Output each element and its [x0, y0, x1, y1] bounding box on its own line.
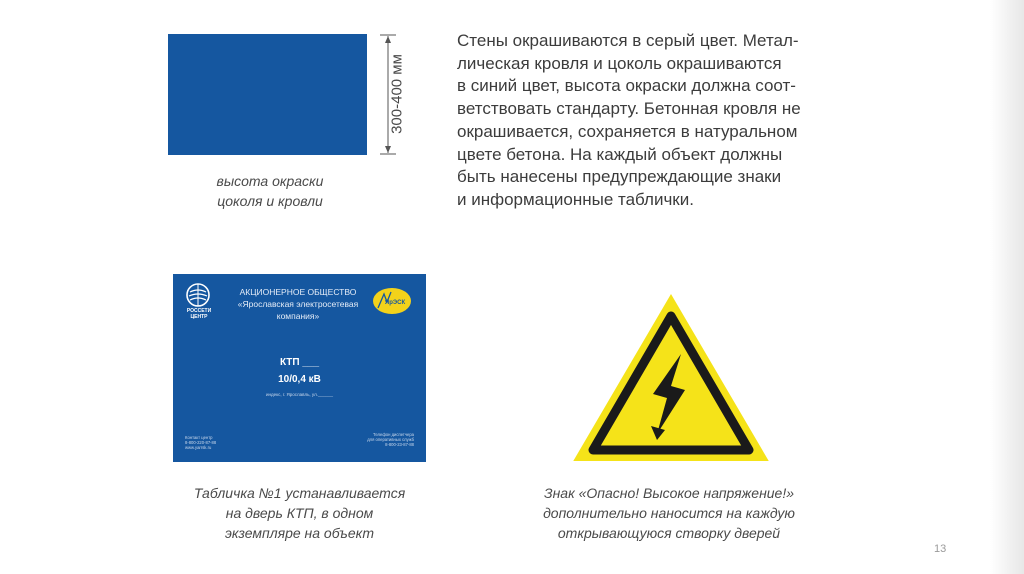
- paragraph-line: цвете бетона. На каждый объект должны: [457, 144, 783, 164]
- contact-line: для оперативных служб: [367, 437, 414, 442]
- paragraph-line: и информационные таблички.: [457, 189, 694, 209]
- contact-center: [185, 435, 216, 450]
- paragraph-line: ветствовать стандарту. Бетонная кровля не: [457, 99, 801, 119]
- voltage-label: 10/0,4 кВ: [278, 374, 321, 385]
- caption-line: открывающуюся створку дверей: [557, 525, 781, 541]
- paragraph-line: быть нанесены предупреждающие знаки: [457, 167, 782, 187]
- brand-line: РОССЕТИ: [186, 308, 212, 314]
- warning-caption: [514, 483, 824, 543]
- contact-line: www.yarrsk.ru: [185, 445, 212, 450]
- org-line: АКЦИОНЕРНОЕ ОБЩЕСТВО: [239, 287, 357, 297]
- brand-name: [179, 308, 219, 320]
- high-voltage-icon: [573, 294, 769, 462]
- yaresk-logo-icon: [372, 286, 412, 316]
- dispatcher-contact: [367, 432, 414, 447]
- slide-edge-shadow: [990, 0, 1024, 574]
- caption-line: экземпляре на объект: [224, 525, 375, 541]
- paragraph-line: лическая кровля и цоколь окрашиваются: [457, 53, 782, 73]
- caption-line: цоколя и кровли: [217, 193, 323, 209]
- paragraph-line: окрашивается, сохраняется в натуральном: [457, 121, 798, 141]
- page-number: 13: [934, 543, 947, 555]
- plate-caption: [168, 483, 431, 543]
- org-line: «Ярославская электросетевая: [237, 299, 359, 309]
- contact-line: 8-800-23-87-88: [385, 442, 414, 447]
- yaresk-logo-text: ЯрЭСК: [384, 300, 406, 306]
- address-line: индекс, г. Ярославль, ул.______: [266, 392, 333, 397]
- dimension-label: 300-400 мм: [388, 54, 406, 134]
- caption-line: дополнительно наносится на каждую: [543, 505, 795, 521]
- caption-line: Знак «Опасно! Высокое напряжение!»: [543, 485, 795, 501]
- brand-line: ЦЕНТР: [190, 314, 208, 320]
- paragraph-line: в синий цвет, высота окраски должна соот-: [457, 76, 796, 96]
- paragraph-line: Стены окрашиваются в серый цвет. Метал-: [457, 31, 799, 50]
- swatch-caption: [190, 171, 350, 211]
- description-paragraph: [457, 30, 827, 212]
- contact-line: Контакт центр: [185, 435, 213, 440]
- contact-line: Телефон диспетчера: [373, 432, 414, 437]
- contact-line: 8-800-220-87-88: [185, 440, 217, 445]
- rosseti-logo-icon: [185, 282, 211, 308]
- info-plate: [173, 274, 426, 462]
- ktp-label: КТП ___: [279, 357, 320, 368]
- caption-line: на дверь КТП, в одном: [225, 505, 374, 521]
- organization-name: [223, 286, 373, 322]
- org-line: компания»: [276, 311, 320, 321]
- caption-line: Табличка №1 устанавливается: [193, 485, 406, 501]
- paint-swatch: [168, 34, 367, 155]
- caption-line: высота окраски: [216, 173, 324, 189]
